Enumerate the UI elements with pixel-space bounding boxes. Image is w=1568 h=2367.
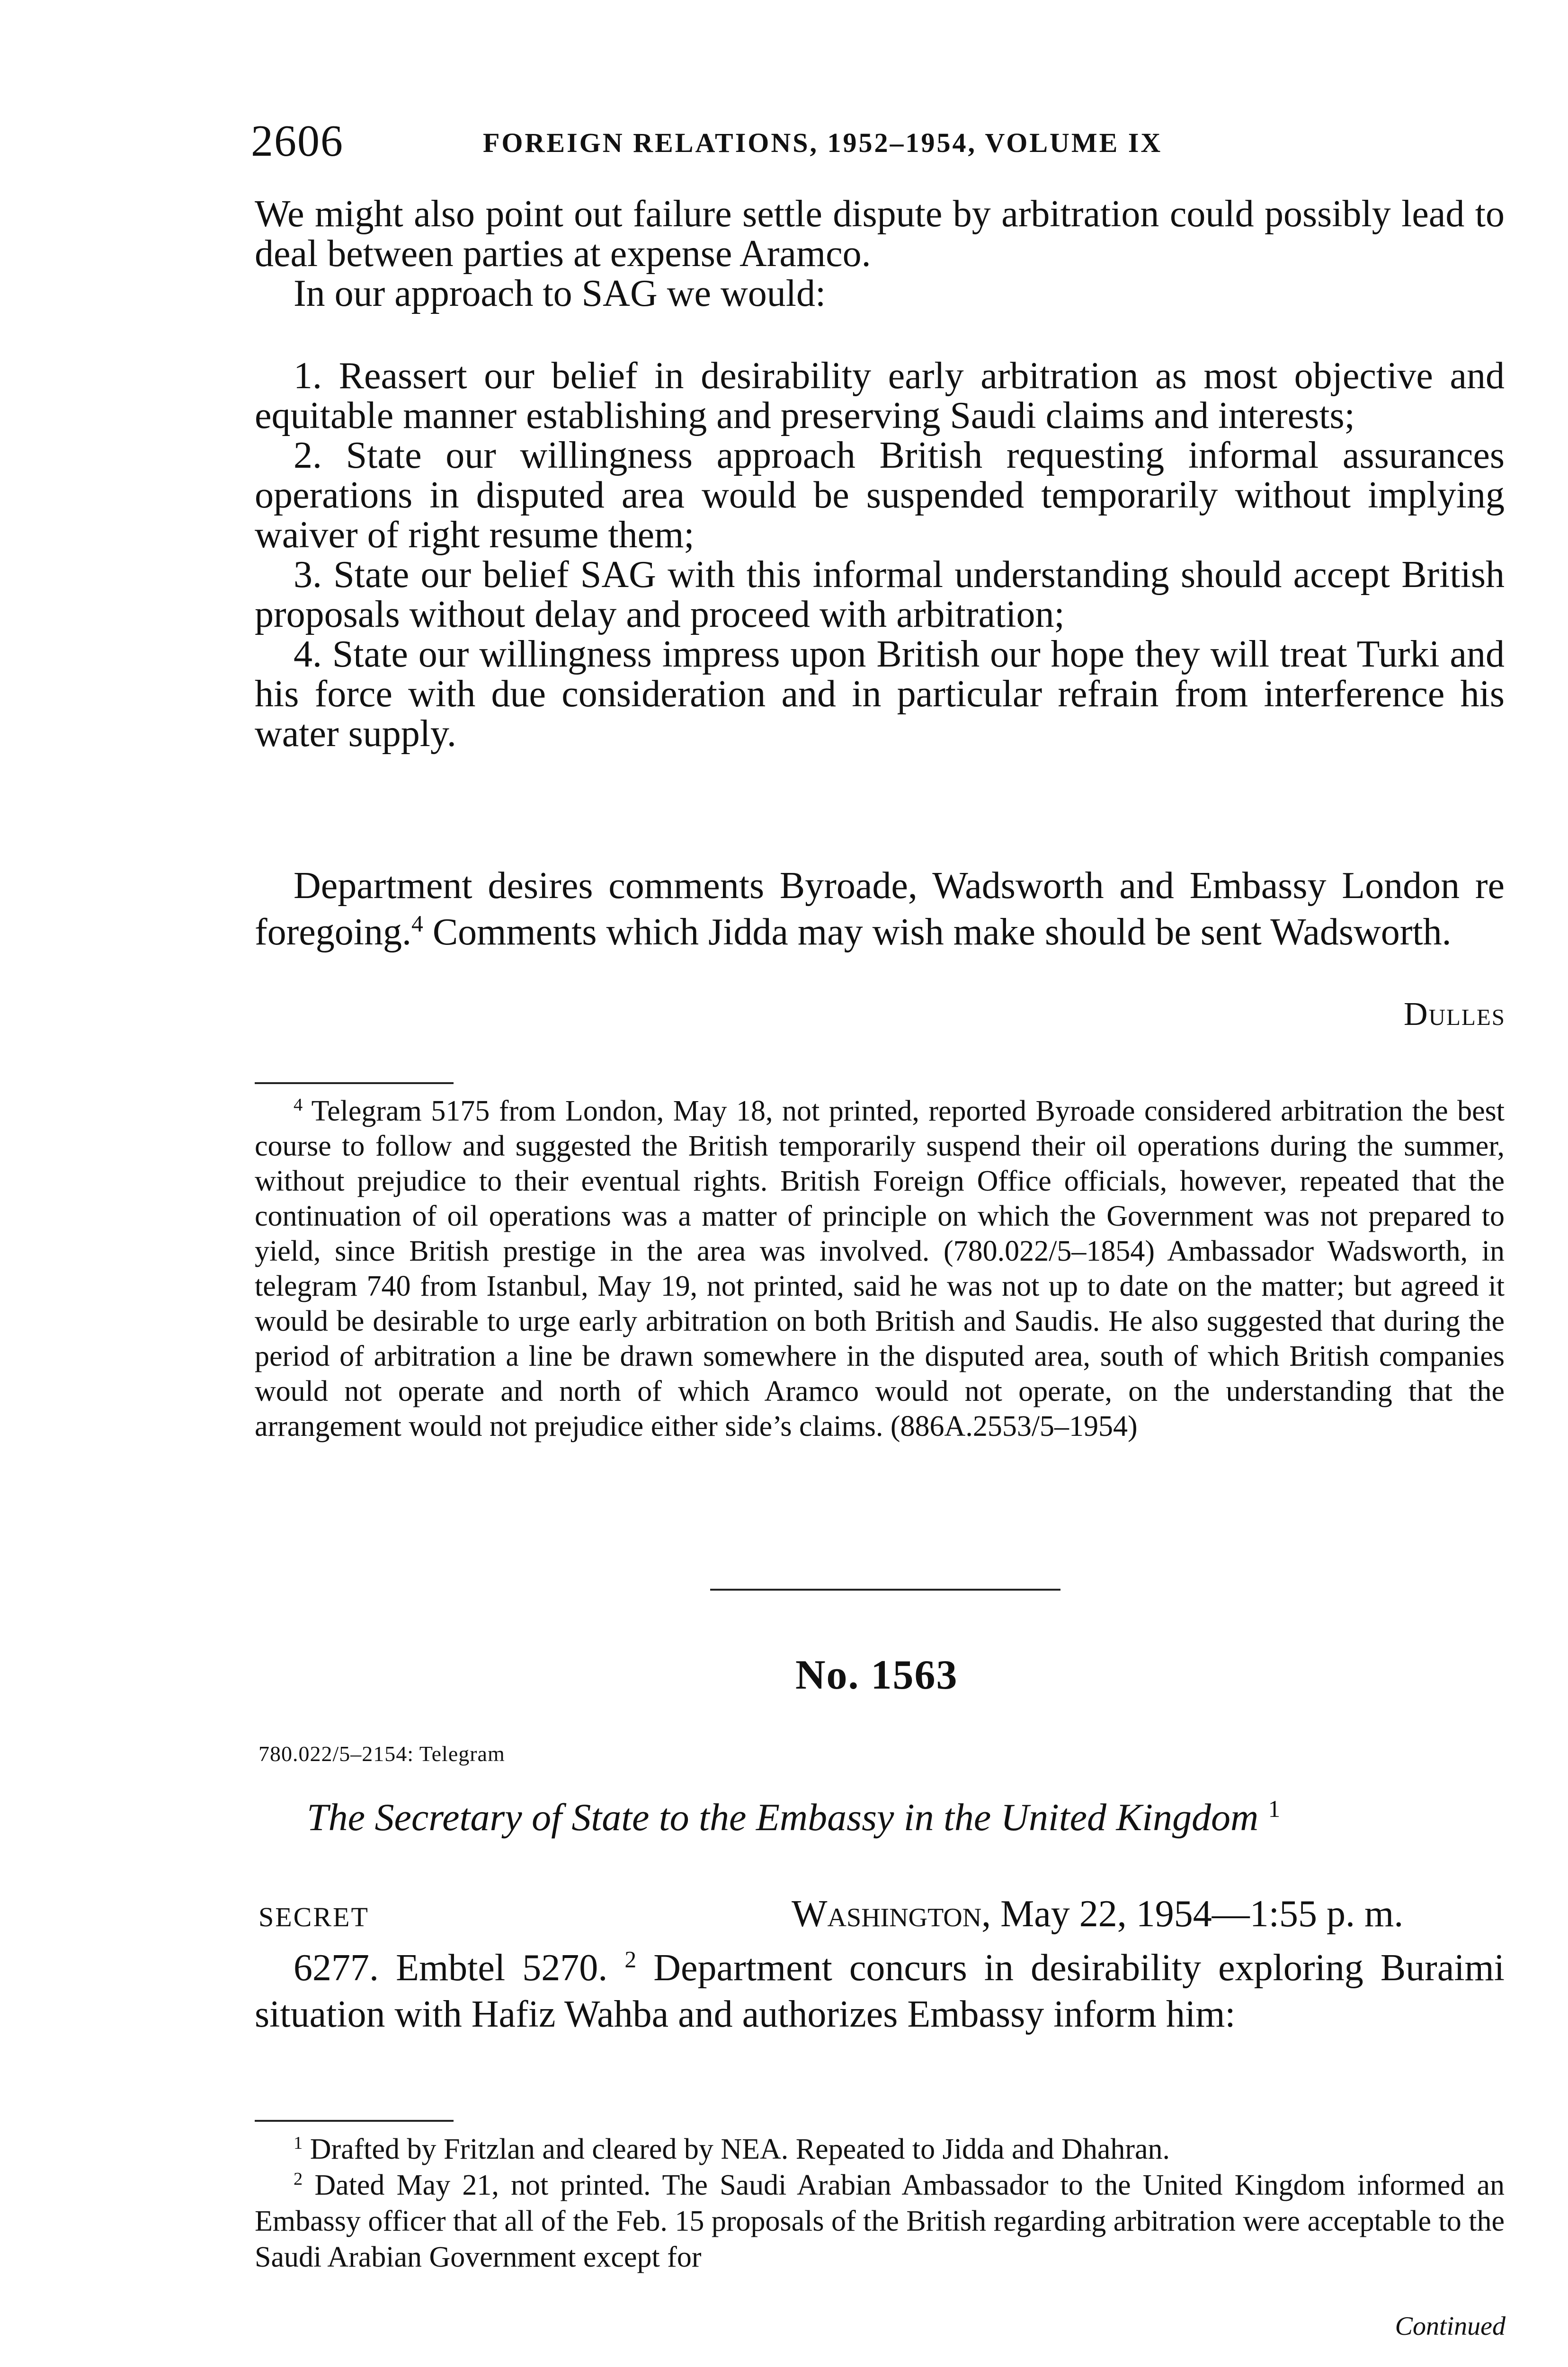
document-title-text: The Secretary of State to the Embassy in the United Kingdom bbox=[307, 1796, 1259, 1839]
footnote-1 bbox=[255, 2131, 1505, 2167]
document-title bbox=[307, 1791, 1280, 1843]
intro-paragraph-1: We might also point out failure settle dispute by arbitration could possibly lead to deal between parties at expense Aramco. bbox=[255, 193, 1505, 275]
department-paragraph bbox=[255, 863, 1505, 955]
department-text-continued: Comments which Jidda may wish make should be sent Wadsworth. bbox=[423, 911, 1452, 953]
footnote-divider bbox=[255, 1082, 454, 1084]
list-item-1: 1. Reassert our belief in desirability early arbitration as most objective and equitable manner establishing and preserving Saudi claims and interests; bbox=[255, 355, 1505, 436]
footnote-ref-4: 4 bbox=[411, 910, 423, 937]
section-divider bbox=[710, 1589, 1060, 1591]
footnote-text: Telegram 5175 from London, May 18, not printed, reported Byroade considered arbitration the best course to follow and suggested the British temporarily suspend their oil operations during the summer, without prejudice to their eventual rights. British Foreign Office officials, however, repeated that the continuation of oil operations was a matter of principle on which the Government was not prepared to yield, since British prestige in the area was involved. (780.022/5–1854) Ambassador Wadsworth, in telegram 740 from Istanbul, May 19, not printed, said he was not up to date on the matter; but agreed it would be desirable to urge early arbitration on both British and Saudis. He also suggested that during the period of arbitration a line be drawn somewhere in the disputed area, south of which British companies would not operate and north of which Aramco would not operate, on the understanding that the arrangement would not prejudice either side’s claims. (886A.2553/5–1954) bbox=[255, 1095, 1505, 1442]
footnote-marker: 2 bbox=[294, 2169, 303, 2189]
intro-text bbox=[255, 194, 1505, 313]
footnote-2 bbox=[255, 2167, 1505, 2275]
page-number: 2606 bbox=[251, 116, 344, 166]
telegram-number: 6277. Embtel 5270. bbox=[294, 1947, 608, 1989]
bottom-footnotes bbox=[255, 2131, 1505, 2275]
footnote-text: Dated May 21, not printed. The Saudi Arabian Ambassador to the United Kingdom informed an Embassy officer that all of the Feb. 15 proposals of the British regarding arbitration were acceptable to the Saudi Arabian Government except for bbox=[255, 2169, 1505, 2273]
list-item-2: 2. State our willingness approach British requesting informal assurances operations in disputed area would be suspended temporarily without implying waiver of right resume them; bbox=[255, 435, 1505, 556]
footnote-4 bbox=[255, 1094, 1505, 1444]
list-item-3: 3. State our belief SAG with this informal understanding should accept British proposals without delay and proceed with arbitration; bbox=[255, 554, 1505, 635]
classification-label: SECRET bbox=[258, 1902, 369, 1932]
telegram-text: Department concurs in desirability exploring Buraimi situation with Hafiz Wahba and authorizes Embassy inform him: bbox=[255, 1947, 1505, 2035]
file-reference: 780.022/5–2154: Telegram bbox=[258, 1742, 505, 1766]
department-text: Department desires comments Byroade, Wadsworth and Embassy London re foregoing. bbox=[255, 865, 1505, 953]
intro-paragraph-2: In our approach to SAG we would: bbox=[294, 273, 826, 314]
dateline-date: , May 22, 1954—1:55 p. m. bbox=[981, 1893, 1404, 1935]
signature: Dulles bbox=[1404, 996, 1506, 1032]
footnote-marker: 1 bbox=[294, 2133, 303, 2153]
title-footnote-ref: 1 bbox=[1268, 1796, 1281, 1823]
footnote-marker: 4 bbox=[294, 1095, 303, 1115]
dateline bbox=[792, 1888, 1403, 1940]
footnote-text: Drafted by Fritzlan and cleared by NEA. Repeated to Jidda and Dhahran. bbox=[303, 2133, 1170, 2165]
page-header bbox=[251, 113, 1506, 169]
telegram-body bbox=[255, 1945, 1505, 2038]
footnote-divider-bottom bbox=[255, 2120, 454, 2122]
list-item-4: 4. State our willingness impress upon British our hope they will treat Turki and his force with due consideration and in particular refrain from interference his water supply. bbox=[255, 633, 1505, 755]
running-head: FOREIGN RELATIONS, 1952–1954, VOLUME IX bbox=[483, 127, 1163, 158]
dateline-place: Washington bbox=[792, 1893, 982, 1935]
continued-label: Continued bbox=[1395, 2312, 1506, 2341]
telegram-footnote-ref: 2 bbox=[624, 1946, 637, 1973]
approach-list bbox=[255, 356, 1505, 754]
document-number: No. 1563 bbox=[795, 1652, 958, 1698]
